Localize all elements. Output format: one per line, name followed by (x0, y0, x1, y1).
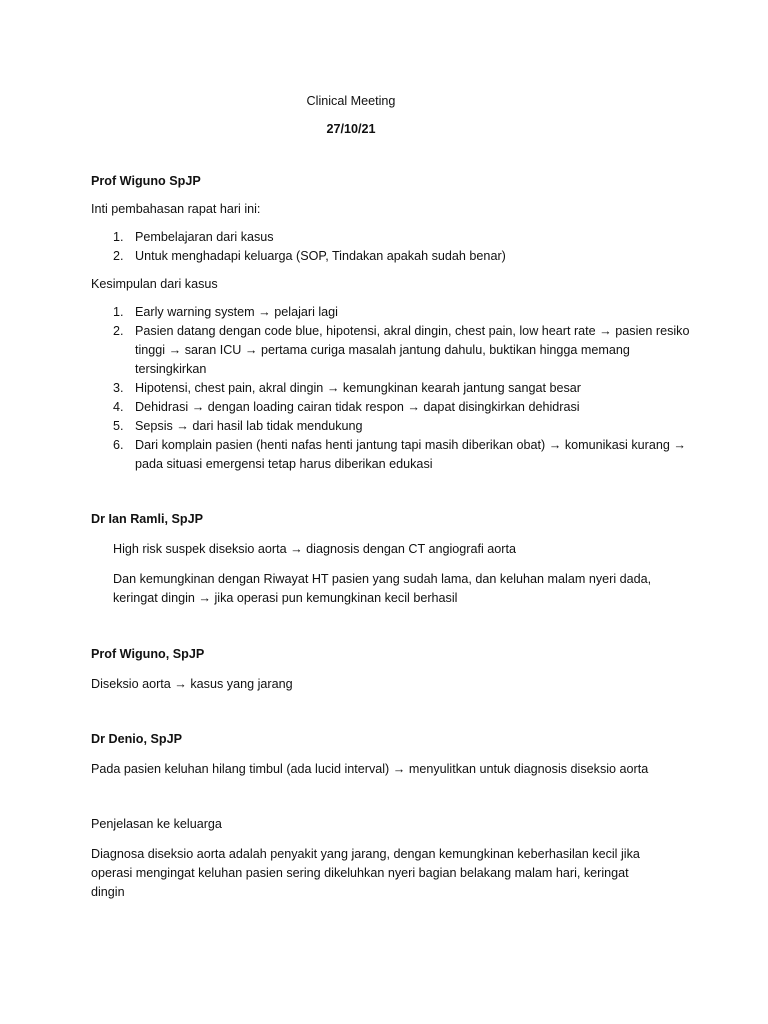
list-number: 5. (113, 419, 124, 433)
meeting-date: 27/10/21 (326, 122, 376, 136)
note-text: Dan kemungkinan dengan Riwayat HT pasien yang sudah lama, dan keluhan malam nyeri dada, keringat dingin → jika operasi pun kemungkinan kecil berhasil (113, 572, 652, 605)
list-text: Untuk menghadapi keluarga (SOP, Tindakan apakah sudah benar) (135, 249, 506, 263)
note-text: Pada pasien keluhan hilang timbul (ada lucid interval) → menyulitkan untuk diagnosis diseksio aorta (91, 762, 649, 776)
speaker-dr-denio: Dr Denio, SpJP (91, 732, 182, 746)
list-number: 3. (113, 381, 124, 395)
list-number: 2. (113, 249, 124, 263)
conclusion-heading: Kesimpulan dari kasus (91, 277, 218, 291)
list-item (91, 303, 695, 322)
list-number: 6. (113, 438, 124, 452)
list-text: Pasien datang dengan code blue, hipotensi, akral dingin, chest pain, low heart rate → pasien resiko tinggi → saran ICU → pertama curiga masalah jantung dahulu, buktikan hingga memang tersingkirkan (135, 324, 690, 376)
list-text: Dari komplain pasien (henti nafas henti jantung tapi masih diberikan obat) → komunikasi kurang → pada situasi emergensi tetap harus diberikan edukasi (135, 438, 686, 471)
list-text: Dehidrasi → dengan loading cairan tidak respon → dapat disingkirkan dehidrasi (135, 400, 580, 414)
list-number: 2. (113, 324, 124, 338)
list-item (91, 436, 695, 474)
list-number: 4. (113, 400, 124, 414)
list-text: Sepsis → dari hasil lab tidak mendukung (135, 419, 363, 433)
list-item (91, 322, 695, 379)
speaker-prof-wiguno-2: Prof Wiguno, SpJP (91, 647, 205, 661)
list-item (91, 398, 695, 417)
conclusion-list (91, 303, 691, 474)
note-text: Diagnosa diseksio aorta adalah penyakit yang jarang, dengan kemungkinan keberhasilan kecil jika operasi mengingat keluhan pasien sering dikeluhkan nyeri bagian belakang malam hari, keringat dingin (91, 847, 640, 899)
speaker-prof-wiguno: Prof Wiguno SpJP (91, 174, 201, 188)
list-item (91, 417, 695, 436)
family-explanation-heading: Penjelasan ke keluarga (91, 817, 222, 831)
list-item (91, 228, 695, 247)
note-text: Diseksio aorta → kasus yang jarang (91, 677, 293, 691)
note-text: High risk suspek diseksio aorta → diagnosis dengan CT angiografi aorta (113, 542, 516, 556)
document-title: Clinical Meeting (306, 94, 396, 108)
agenda-intro: Inti pembahasan rapat hari ini: (91, 202, 261, 216)
agenda-list (91, 228, 691, 266)
list-item (91, 379, 695, 398)
list-number: 1. (113, 305, 124, 319)
list-text: Hipotensi, chest pain, akral dingin → kemungkinan kearah jantung sangat besar (135, 381, 581, 395)
list-text: Pembelajaran dari kasus (135, 230, 274, 244)
meeting-notes (91, 90, 691, 902)
speaker-dr-ian-ramli: Dr Ian Ramli, SpJP (91, 512, 203, 526)
list-number: 1. (113, 230, 124, 244)
list-text: Early warning system → pelajari lagi (135, 305, 338, 319)
list-item (91, 247, 695, 266)
